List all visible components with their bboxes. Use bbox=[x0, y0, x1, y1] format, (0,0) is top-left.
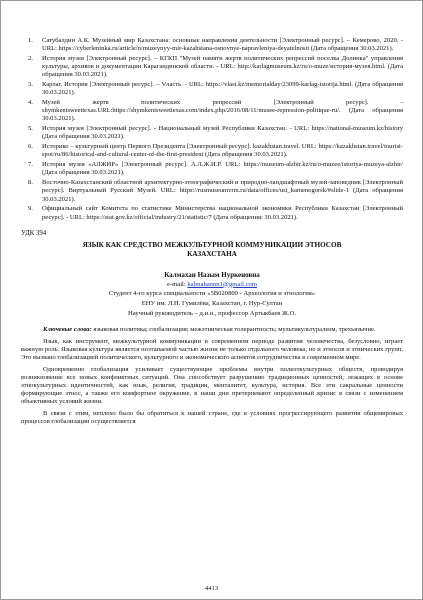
author-name: Калмахан Назым Нуркеновна bbox=[164, 271, 260, 280]
reference-item bbox=[28, 125, 403, 141]
reference-number: 1. bbox=[28, 37, 33, 44]
reference-text: Историко – культурный центр Первого Президента [Электронный ресурс]. kazakhstan.travel. URL: https://kazakhstan.travel/tourist-spot/ru/86/historical-and-cultural-center-of-the-first-president (Дата обращения 30.03.2021). bbox=[42, 143, 403, 159]
email-label: e-mail: bbox=[167, 280, 188, 288]
reference-item bbox=[28, 55, 403, 79]
keywords-label: Ключевые слова: bbox=[43, 326, 92, 334]
reference-number: 5. bbox=[28, 125, 33, 133]
reference-item bbox=[28, 143, 403, 159]
author-affiliation bbox=[21, 280, 403, 320]
reference-item bbox=[28, 161, 403, 177]
reference-text: Карлаг. История [Электронный ресурс]. – Vласть. - URL: https://vlast.kz/memorialday/23099-karlag-istorija.html. (Дата обращения 30.03.2021). bbox=[42, 81, 403, 97]
reference-text: Восточно-Казахстанский областной архитектурно-этнографический и природно-ландшафтный музей-заповедник [Электронный ресурс]. Виртуальный Русский Музей. URL: https://rusmuseumvrm.ru/data/offices/ust_kamenogorsk/#slide-1 (Дата обращения 30.03.2021). bbox=[42, 179, 403, 203]
supervisor-line: Научный руководитель – д.и.н., профессор Артыкбаев Ж.О. bbox=[127, 310, 297, 318]
page-number: 4413 bbox=[204, 585, 219, 592]
email-link[interactable]: kalmahannn1@gmail.com bbox=[187, 280, 257, 288]
reference-text: Сатубалдин А.К. Музейный мир Казахстана: основные направления деятельности [Электронный ресурс]. – Кемерово, 2020. - URL: https://cyberleninka.ru/article/n/muzeynyy-mir-kazahstana-osnovnye-napravleniya-deyatelnosti (Дата обращения 30.03.2021). bbox=[42, 37, 403, 53]
body-paragraph: Одновременно глобализация усиливает существующие проблемы внутри полиэткультурных обществ, проводируя возникновение все новых конфликтных ситуаций. Она способствует разрушению традиционных ценностей, лежащих в основе этнокультурных идентичностей, как язык, религия, традиции, менталитет, культура, история. Все эти сакральные ценности формирующие этнос, а также его комфортное окружение, в наши дни претерпевают определенный кризис в связи с изменением объективных условий жизни. bbox=[21, 365, 403, 406]
affiliation-line: Студент 4-го курса специальности «5В020800 - Археология и этнология» bbox=[108, 290, 316, 298]
reference-number: 2. bbox=[28, 55, 33, 62]
reference-item bbox=[28, 81, 403, 97]
reference-number: 9. bbox=[28, 205, 33, 213]
page-content bbox=[21, 37, 403, 426]
reference-text: Музей жертв политических репрессий [Электронный ресурс]. - shymkentsweettexas.URL:https://shymkentsweettexas.com/index.php/2016/08/11/musee-repression-politique-ru/. (Дата обращения 30.03.2021). bbox=[42, 99, 403, 123]
reference-item bbox=[28, 179, 403, 203]
reference-number: 7. bbox=[28, 161, 33, 169]
reference-number: 4. bbox=[28, 99, 33, 107]
reference-item bbox=[28, 99, 403, 123]
affiliation-line: ЕНУ им. Л.Н. Гумилёва, Казахстан, г. Нур-Султан bbox=[141, 300, 283, 308]
reference-text: История музея [Электронный ресурс]. – КГКП "Музей памяти жертв политических репрессий поселка Долинка" управления культуры, архивов и документации Карагандинской области. - URL: http://karlagmuseum.kz/ru/o-muze/история-музея.html. (Дата обращения 30.03.2021). bbox=[42, 55, 403, 79]
body-paragraph: Язык, как инструмент, межкультурной коммуникации в современном периоде развития человечества, безусловно, играет важную роль. Языковая культура является поэтапаемой частью жизни не только отдельного человека, но и этносов и этнических групп. Это вызвано глобализацией политического, культурного и экономического аспектов сотрудничества в современном мире. bbox=[21, 337, 403, 362]
body-paragraph: В связи с этим, неплохо было бы обратиться к нашей стране, где в условиях прогрессирующего развития общемировых процессов глобализации осуществляется bbox=[21, 410, 403, 426]
reference-item bbox=[28, 205, 403, 221]
email-line bbox=[21, 280, 403, 290]
article-title-line: ЯЗЫК КАК СРЕДСТВО МЕЖКУЛЬТУРНОЙ КОММУНИКАЦИИ ЭТНОСОВ bbox=[82, 240, 342, 249]
keywords-text: языковая политика; глобализация; межэтническая толерантность; мультикультурализм, трехъязычие. bbox=[91, 326, 376, 334]
reference-item bbox=[28, 37, 403, 53]
reference-text: История музея [Электронный ресурс]. - Национальный музей Республики Казахстан. - URL: https://national-museum.kz/history (Дата обращения 30.03.2021). bbox=[42, 125, 403, 141]
article-title-line: КАЗАХСТАНА bbox=[187, 250, 237, 259]
reference-number: 8. bbox=[28, 179, 33, 187]
article-title bbox=[21, 241, 403, 259]
reference-text: История музея «АЛЖИР» [Электронный ресурс]. А.Л.Ж.И.Р. URL: https://museum-alzhir.kz/ru/o-muzee/istoriya-muzeya-alzhir/ (Дата обращения 30.03.2021). bbox=[42, 161, 403, 177]
reference-list bbox=[21, 37, 403, 222]
keywords bbox=[21, 326, 403, 334]
udc-code: УДК 394 bbox=[21, 229, 47, 237]
reference-number: 6. bbox=[28, 143, 33, 151]
reference-number: 3. bbox=[28, 81, 33, 89]
reference-text: Официальный сайт Комитета по статистике Министерства национальной экономики Республики Казахстан [Электронный ресурс]. - URL: https://stat.gov.kz/official/industry/21/statistic/7 (Дата обращения: 30.03.2021). bbox=[42, 205, 403, 221]
